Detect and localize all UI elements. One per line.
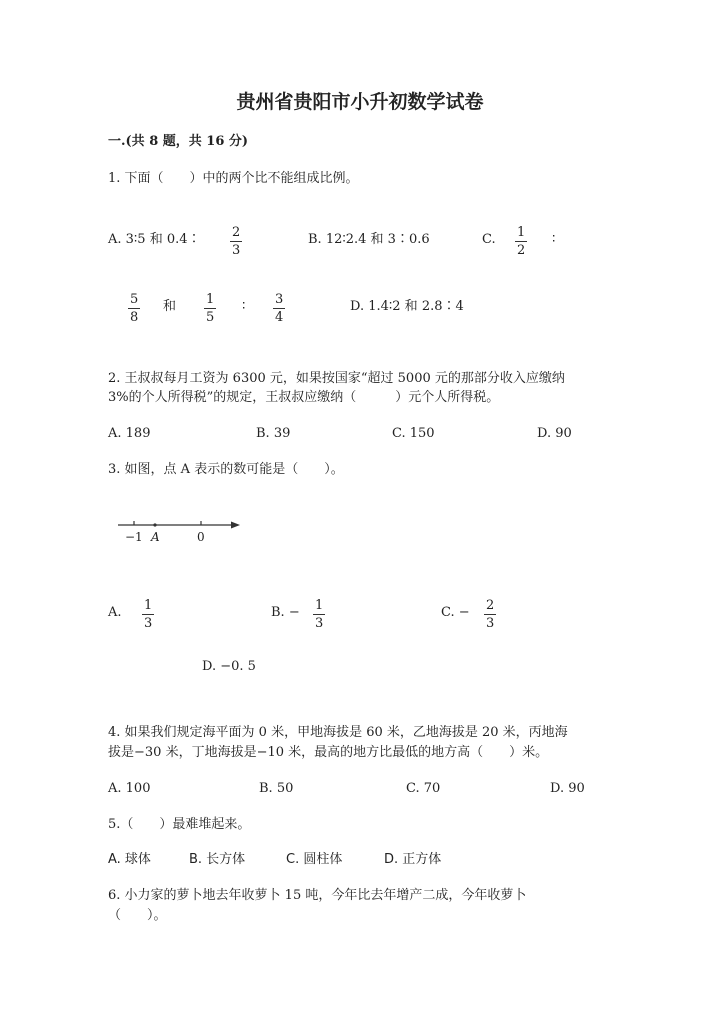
q2-option-d: D. 90: [537, 426, 572, 441]
fraction-numerator: 1: [315, 598, 324, 613]
q6-stem-line1: 6. 小力家的萝卜地去年收萝卜 15 吨，今年比去年增产二成，今年收萝卜: [108, 888, 527, 903]
q1-stem: 1. 下面（ ）中的两个比不能组成比例。: [108, 171, 359, 186]
q3-option-d: D. −0. 5: [202, 659, 256, 674]
q4-option-a: A. 100: [108, 781, 151, 796]
q3-option-b-fraction: [313, 598, 325, 631]
fraction-denominator: 3: [232, 243, 241, 258]
fraction-denominator: 8: [130, 310, 139, 325]
q4-option-b: B. 50: [259, 781, 294, 796]
q4-stem-line1: 4. 如果我们规定海平面为 0 米，甲地海拔是 60 米，乙地海拔是 20 米，丙地海: [108, 725, 568, 740]
q3-option-c-fraction: [484, 598, 496, 631]
page-title: 贵州省贵阳市小升初数学试卷: [236, 91, 484, 113]
q3-stem: 3. 如图，点 A 表示的数可能是（ ）。: [108, 462, 344, 477]
q3-option-a-fraction: [142, 598, 154, 631]
fraction-denominator: 3: [315, 616, 324, 631]
q3-option-c: C. −: [441, 605, 470, 620]
q1-option-c-colon-2: ∶: [242, 299, 246, 314]
fraction-denominator: 2: [517, 243, 526, 258]
fraction-numerator: 1: [206, 292, 215, 307]
q3-option-a: A.: [108, 605, 122, 620]
q1-option-c-fraction-2: [128, 292, 140, 325]
number-line-label-neg1: −1: [125, 530, 143, 544]
section-heading: 一.(共 8 题，共 16 分): [108, 134, 249, 149]
q1-option-c: C.: [482, 232, 496, 247]
fraction-numerator: 5: [130, 292, 139, 307]
q6-stem-line2: （ ）。: [108, 908, 167, 923]
q4-option-c: C. 70: [406, 781, 441, 796]
q4-option-d: D. 90: [550, 781, 585, 796]
q1-option-c-and: 和: [163, 299, 177, 314]
q2-option-b: B. 39: [256, 426, 291, 441]
fraction-numerator: 1: [144, 598, 153, 613]
fraction-numerator: 1: [517, 225, 526, 240]
fraction-denominator: 3: [486, 616, 495, 631]
q2-stem-line2: 3%的个人所得税”的规定，王叔叔应缴纳（ ）元个人所得税。: [108, 390, 500, 405]
fraction-denominator: 5: [206, 310, 215, 325]
fraction-numerator: 2: [486, 598, 495, 613]
q5-option-c: C. 圆柱体: [286, 852, 343, 867]
fraction-denominator: 4: [275, 310, 284, 325]
fraction-numerator: 3: [275, 292, 284, 307]
q1-option-b: B. 12∶2.4 和 3∶0.6: [308, 232, 430, 247]
q1-option-a: A. 3∶5 和 0.4∶: [108, 232, 201, 247]
q5-option-b: B. 长方体: [189, 852, 246, 867]
fraction-numerator: 2: [232, 225, 241, 240]
q1-option-d: D. 1.4∶2 和 2.8∶4: [350, 299, 464, 314]
q1-option-c-colon: ∶: [552, 232, 556, 247]
q1-option-c-fraction-3: [204, 292, 216, 325]
q5-option-d: D. 正方体: [384, 852, 442, 867]
q5-stem: 5.（ ）最难堆起来。: [108, 817, 251, 832]
q2-option-a: A. 189: [108, 426, 151, 441]
number-line-label-zero: 0: [197, 530, 205, 544]
q2-option-c: C. 150: [392, 426, 435, 441]
fraction-denominator: 3: [144, 616, 153, 631]
q1-option-c-fraction-4: [273, 292, 285, 325]
q3-option-b: B. −: [271, 605, 300, 620]
q1-option-a-fraction: [230, 225, 242, 258]
q5-option-a: A. 球体: [108, 852, 151, 867]
point-a-marker: [153, 523, 156, 526]
arrow-head-icon: [231, 522, 240, 529]
q2-stem-line1: 2. 王叔叔每月工资为 6300 元，如果按国家“超过 5000 元的那部分收入应缴纳: [108, 371, 565, 386]
q4-stem-line2: 拔是−30 米，丁地海拔是−10 米，最高的地方比最低的地方高（ ）米。: [108, 745, 549, 760]
q1-option-c-fraction: [515, 225, 527, 258]
number-line-label-a: A: [151, 530, 160, 544]
